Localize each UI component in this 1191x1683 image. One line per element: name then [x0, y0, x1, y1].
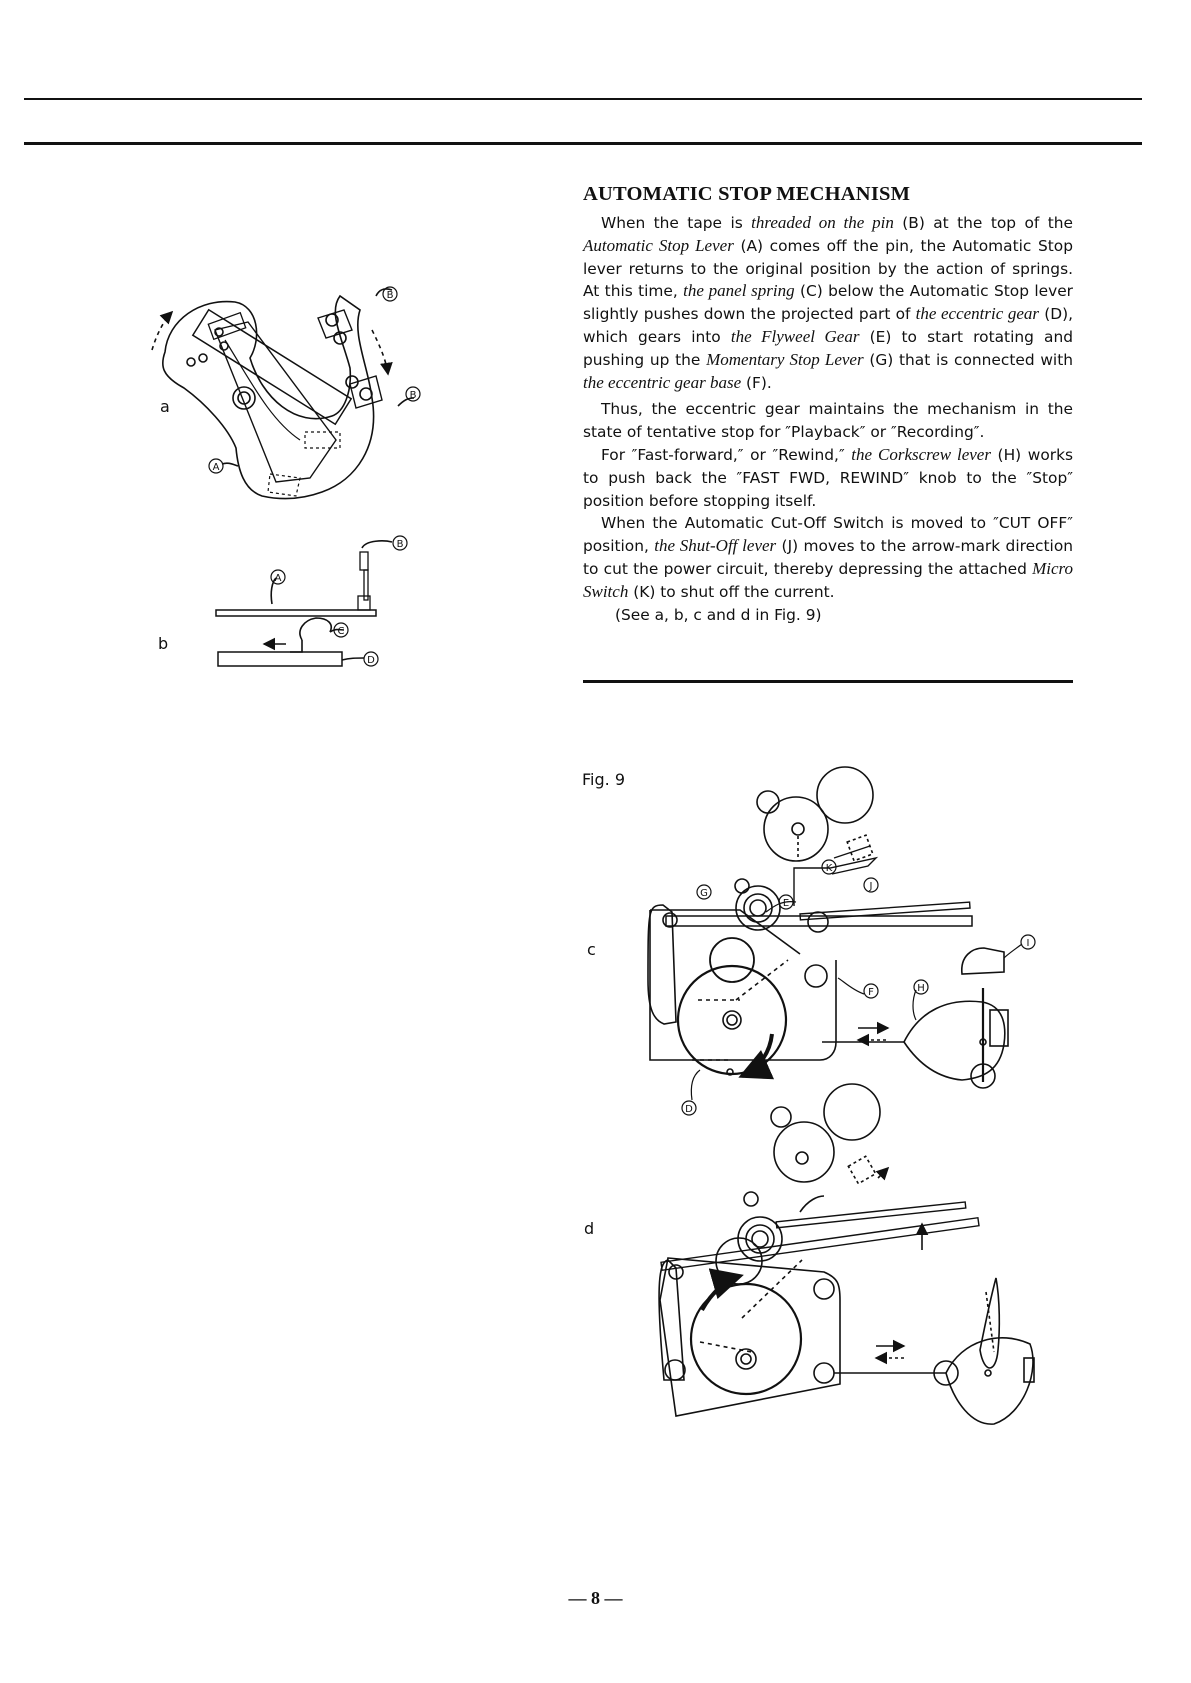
callout-a-b-lower-text: B — [409, 390, 417, 401]
callout-b-c-text: C — [337, 626, 345, 637]
diagram-label-a: a — [160, 397, 170, 416]
paragraph-4: When the Automatic Cut-Off Switch is moved to ″CUT OFF″ position, the Shut-Off lever (J) moves to the arrow-mark direction to cut the power circuit, thereby depressing the attached Micro Switch (K) to shut off the current. — [583, 514, 1073, 601]
paragraph-1: When the tape is threaded on the pin (B) at the top of the Automatic Stop Lever (A) comes off the pin, the Automatic Stop lever returns to the original position by the action of springs. At this time, the panel spring (C) below the Automatic Stop lever slightly pushes down the projected part of the eccentric gear (D), which gears into the Flyweel Gear (E) to start rotating and pushing up the Momentary Stop Lever (G) that is connected with the eccentric gear base (F). — [583, 213, 1073, 392]
callout-c-g-text: G — [700, 888, 708, 899]
diagram-label-c: c — [587, 940, 596, 959]
diagram-c-mechanism — [648, 767, 1008, 1088]
paragraph-3: For ″Fast-forward,″ or ″Rewind,″ the Corkscrew lever (H) works to push back the ″FAST FWD, REWIND″ knob to the ″Stop″ position before stopping itself. — [583, 444, 1073, 510]
diagram-label-b: b — [158, 634, 169, 653]
callout-a-a-text: A — [212, 462, 220, 473]
callout-c-e-text: E — [782, 898, 790, 909]
diagram-b-side-view — [216, 541, 392, 666]
callout-c-f-text: F — [868, 987, 874, 998]
callout-c-i-text: I — [1026, 938, 1030, 949]
diagram-b-callouts — [271, 536, 407, 666]
callout-b-b-text: B — [396, 539, 404, 550]
figure-caption: Fig. 9 — [582, 770, 625, 789]
see-note: (See a, b, c and d in Fig. 9) — [615, 605, 822, 624]
callout-c-h-text: H — [917, 983, 925, 994]
callout-b-d-text: D — [367, 655, 375, 666]
callout-a-b-upper-text: B — [386, 290, 394, 301]
callout-b-a-text: A — [274, 573, 282, 584]
callout-c-d-text: D — [685, 1104, 693, 1115]
paragraph-2: Thus, the eccentric gear maintains the mechanism in the state of tentative stop for ″Playback″ or ″Recording″. — [583, 400, 1073, 442]
page-number: — 8 — — [568, 1588, 623, 1608]
diagram-label-d: d — [584, 1219, 595, 1238]
section-heading: AUTOMATIC STOP MECHANISM — [583, 183, 911, 205]
diagram-d-mechanism — [659, 1084, 1034, 1424]
callout-c-k-text: K — [825, 863, 833, 874]
callout-c-j-text: J — [869, 881, 873, 892]
diagram-a-lever-assembly — [152, 289, 414, 499]
